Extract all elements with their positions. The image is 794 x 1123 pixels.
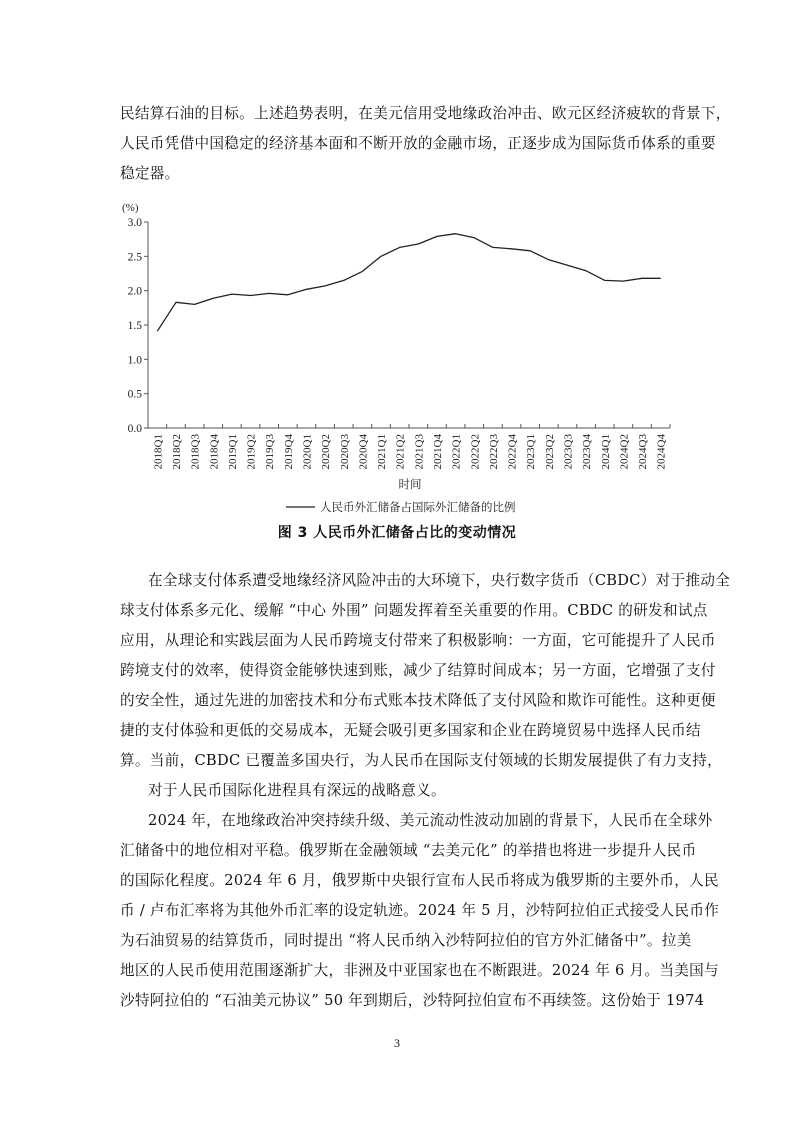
text-line: 民结算石油的目标。上述趋势表明，在美元信用受地缘政治冲击、欧元区经济疲软的背景下，	[120, 105, 731, 122]
x-tick-label: 2023Q3	[562, 434, 575, 470]
text-line: 算。当前，CBDC 已覆盖多国央行，为人民币在国际支付领域的长期发展提供了有力支持，	[120, 752, 722, 769]
x-tick-label: 2019Q1	[226, 434, 239, 470]
legend-label: 人民币外汇储备占国际外汇储备的比例	[320, 502, 516, 514]
y-tick-label: 2.5	[127, 251, 142, 264]
x-tick-label: 2018Q4	[208, 434, 221, 470]
text-line: 的国际化程度。2024 年 6 月，俄罗斯中央银行宣布人民币将成为俄罗斯的主要外币，人民	[120, 872, 719, 889]
text-line: 人民币凭借中国稳定的经济基本面和不断开放的金融市场，正逐步成为国际货币体系的重要	[120, 135, 716, 152]
y-tick-label: 3.0	[127, 217, 142, 229]
text-line: 对于人民币国际化进程具有深远的战略意义。	[148, 782, 446, 799]
paragraph-2024	[120, 806, 720, 1016]
x-tick-label: 2020Q2	[320, 434, 333, 470]
text-line: 在全球支付体系遭受地缘经济风险冲击的大环境下，央行数字货币（CBDC）对于推动全	[148, 572, 731, 589]
x-tick-label: 2024Q1	[599, 434, 612, 470]
x-tick-label: 2020Q4	[357, 434, 370, 470]
x-tick-label: 2022Q3	[487, 434, 500, 470]
x-tick-label: 2024Q3	[637, 434, 650, 470]
legend	[286, 500, 516, 514]
series-group	[157, 234, 660, 332]
x-tick-label: 2021Q2	[394, 434, 407, 470]
x-tick-label: 2019Q2	[245, 434, 258, 470]
x-tick-label: 2018Q3	[189, 434, 202, 470]
figure-caption: 图 3 人民币外汇储备占比的变动情况	[277, 525, 517, 541]
y-tick-label: 0.0	[127, 423, 142, 435]
text-line: 球支付体系多元化、缓解 “中心 外围” 问题发挥着至关重要的作用。CBDC 的研发和试点	[120, 602, 708, 619]
text-line: 跨境支付的效率，使得资金能够快速到账，减少了结算时间成本；另一方面，它增强了支付	[120, 662, 716, 679]
x-tick-label: 2022Q4	[506, 434, 519, 470]
y-ticks	[128, 217, 148, 435]
text-line: 地区的人民币使用范围逐渐扩大，非洲及中亚国家也在不断跟进。2024 年 6 月。当美国与	[120, 962, 719, 979]
text-line: 2024 年，在地缘政治冲突持续升级、美元流动性波动加剧的背景下，人民币在全球外	[148, 812, 713, 829]
paragraph-top	[120, 99, 731, 189]
x-tick-label: 2018Q1	[152, 434, 165, 470]
x-tick-label: 2021Q3	[413, 434, 426, 470]
paragraph-cbdc	[120, 566, 731, 806]
x-tick-label: 2018Q2	[170, 434, 183, 470]
series-line	[157, 234, 660, 332]
x-ticks	[148, 424, 670, 469]
x-axis-title: 时间	[398, 479, 422, 491]
x-tick-label: 2019Q3	[264, 434, 277, 470]
y-tick-label: 2.0	[127, 285, 142, 298]
x-tick-label: 2023Q4	[581, 434, 594, 470]
text-line: 为石油贸易的结算货币，同时提出 “将人民币纳入沙特阿拉伯的官方外汇储备中”。拉美	[120, 932, 692, 949]
text-line: 沙特阿拉伯的 “石油美元协议” 50 年到期后，沙特阿拉伯宣布不再续签。这份始于 1974	[120, 992, 705, 1009]
y-tick-label: 1.5	[127, 320, 142, 332]
x-tick-label: 2022Q1	[450, 434, 463, 470]
x-tick-label: 2024Q4	[655, 434, 668, 470]
x-tick-label: 2021Q1	[376, 434, 389, 470]
text-line: 应用，从理论和实践层面为人民币跨境支付带来了积极影响：一方面，它可能提升了人民币	[120, 632, 716, 649]
x-tick-label: 2019Q4	[282, 434, 295, 470]
text-line: 捷的支付体验和更低的交易成本，无疑会吸引更多国家和企业在跨境贸易中选择人民币结	[120, 722, 701, 739]
text-line: 稳定器。	[120, 165, 180, 182]
chart-axes	[122, 202, 670, 428]
x-tick-label: 2021Q4	[431, 434, 444, 470]
x-tick-label: 2022Q2	[469, 434, 482, 470]
x-tick-label: 2020Q1	[301, 434, 314, 470]
y-axis-unit-label: (%)	[122, 202, 139, 214]
x-tick-label: 2024Q2	[618, 434, 631, 470]
x-tick-label: 2023Q1	[525, 434, 538, 470]
page-number: 3	[394, 1036, 400, 1050]
text-line: 币 / 卢布汇率将为其他外币汇率的设定轨迹。2024 年 5 月，沙特阿拉伯正式接受人民币作	[120, 902, 720, 919]
y-tick-label: 1.0	[127, 354, 142, 367]
text-line: 汇储备中的地位相对平稳。俄罗斯在金融领域 “去美元化” 的举措也将进一步提升人民币	[120, 842, 697, 859]
x-tick-label: 2020Q3	[338, 434, 351, 470]
x-tick-label: 2023Q2	[543, 434, 556, 470]
text-line: 的安全性，通过先进的加密技术和分布式账本技术降低了支付风险和欺诈可能性。这种更便	[120, 692, 716, 709]
y-tick-label: 0.5	[127, 388, 142, 401]
line-chart	[100, 190, 700, 520]
